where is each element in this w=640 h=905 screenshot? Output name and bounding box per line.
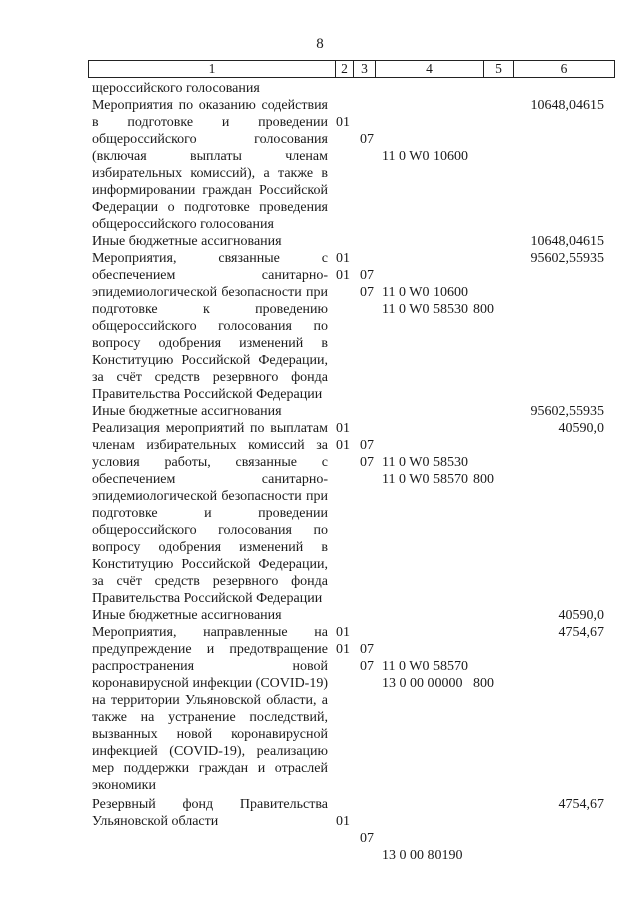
table-row <box>92 80 612 97</box>
row-codes <box>336 97 468 199</box>
row-description: Мероприятия, связанные с обеспечением санитарно-эпидемиологической безопасности при подготовке к проведению общероссийского голосования по вопросу одобрения изменений в Конституцию Российской Федерации, за счёт средств резервного фонда Правительства Российской Федерации <box>92 251 328 402</box>
table-row <box>92 250 612 403</box>
expense-type-code: 800 <box>473 302 494 317</box>
page-number: 8 <box>316 36 324 52</box>
row-amount: 40590,0 <box>558 608 604 623</box>
razdel-code: 01 <box>336 268 350 283</box>
razdel-code: 01 <box>336 438 350 453</box>
row-description: щероссийского голосования <box>92 81 260 96</box>
header-col-6: 6 <box>513 61 614 77</box>
row-amount: 95602,55935 <box>530 251 604 266</box>
razdel-code: 01 <box>336 642 350 657</box>
target-article-code: 11 0 W0 58530 <box>382 455 468 470</box>
podrazdel-code: 07 <box>360 642 374 657</box>
table-row <box>92 796 612 863</box>
row-description: Мероприятия, направленные на предупреждение и предотвращение распространения новой коронавирусной инфекции (COVID-19) на территории Ульяновской области, а также на устранение последствий, вызванных новой коронавирусной инфекцией (COVID-19), реализацию мер поддержки граждан и отраслей экономики <box>92 625 328 793</box>
row-amount: 95602,55935 <box>530 404 604 419</box>
razdel-code: 01 <box>336 421 350 436</box>
podrazdel-code: 07 <box>360 659 374 674</box>
target-article-code: 11 0 W0 10600 <box>382 149 468 164</box>
podrazdel-code: 07 <box>360 285 374 300</box>
header-col-2: 2 <box>335 61 353 77</box>
razdel-code: 01 <box>336 625 350 640</box>
header-col-1: 1 <box>208 61 216 76</box>
row-description: Резервный фонд Правительства Ульяновской области <box>92 797 328 829</box>
row-amount: 4754,67 <box>558 625 604 640</box>
header-col-4: 4 <box>375 61 483 77</box>
target-article-code: 13 0 00 80190 <box>382 848 463 863</box>
table-header <box>88 60 615 78</box>
table-row <box>92 624 612 796</box>
razdel-code: 01 <box>336 115 350 130</box>
expense-type-code: 800 <box>473 676 494 691</box>
podrazdel-code: 07 <box>360 438 374 453</box>
header-col-3: 3 <box>353 61 375 77</box>
podrazdel-code: 07 <box>360 455 374 470</box>
table-row <box>92 97 612 233</box>
target-article-code: 13 0 00 00000 <box>382 676 463 691</box>
row-codes <box>336 796 463 898</box>
target-article-code: 11 0 W0 58570 <box>382 659 468 674</box>
row-description: Иные бюджетные ассигнования <box>92 608 282 623</box>
row-description: Иные бюджетные ассигнования <box>92 234 282 249</box>
table-row <box>92 420 612 607</box>
razdel-code: 01 <box>336 814 350 829</box>
expense-type-code: 800 <box>473 472 494 487</box>
row-amount: 4754,67 <box>558 797 604 812</box>
budget-table-body <box>92 80 612 863</box>
podrazdel-code: 07 <box>360 831 374 846</box>
razdel-code: 01 <box>336 251 350 266</box>
row-amount: 10648,04615 <box>530 98 604 113</box>
podrazdel-code: 07 <box>360 268 374 283</box>
row-description: Реализация мероприятий по выплатам членам избирательных комиссий за условия работы, связанные с обеспечением санитарно-эпидемиологической безопасности при подготовке и проведении общероссийского голосования по вопросу одобрения изменений в Конституцию Российской Федерации, за счёт средств резервного фонда Правительства Российской Федерации <box>92 421 328 606</box>
row-amount: 40590,0 <box>558 421 604 436</box>
target-article-code: 11 0 W0 58530 <box>382 302 468 317</box>
row-description: Иные бюджетные ассигнования <box>92 404 282 419</box>
target-article-code: 11 0 W0 58570 <box>382 472 468 487</box>
target-article-code: 11 0 W0 10600 <box>382 285 468 300</box>
header-col-5: 5 <box>483 61 513 77</box>
row-description: Мероприятия по оказанию содействия в подготовке и проведении общероссийского голосования (включая выплаты членам избирательных комиссий), а также в информировании граждан Российской Федерации о подготовке проведения общероссийского голосования <box>92 98 328 232</box>
podrazdel-code: 07 <box>360 132 374 147</box>
row-amount: 10648,04615 <box>530 234 604 249</box>
